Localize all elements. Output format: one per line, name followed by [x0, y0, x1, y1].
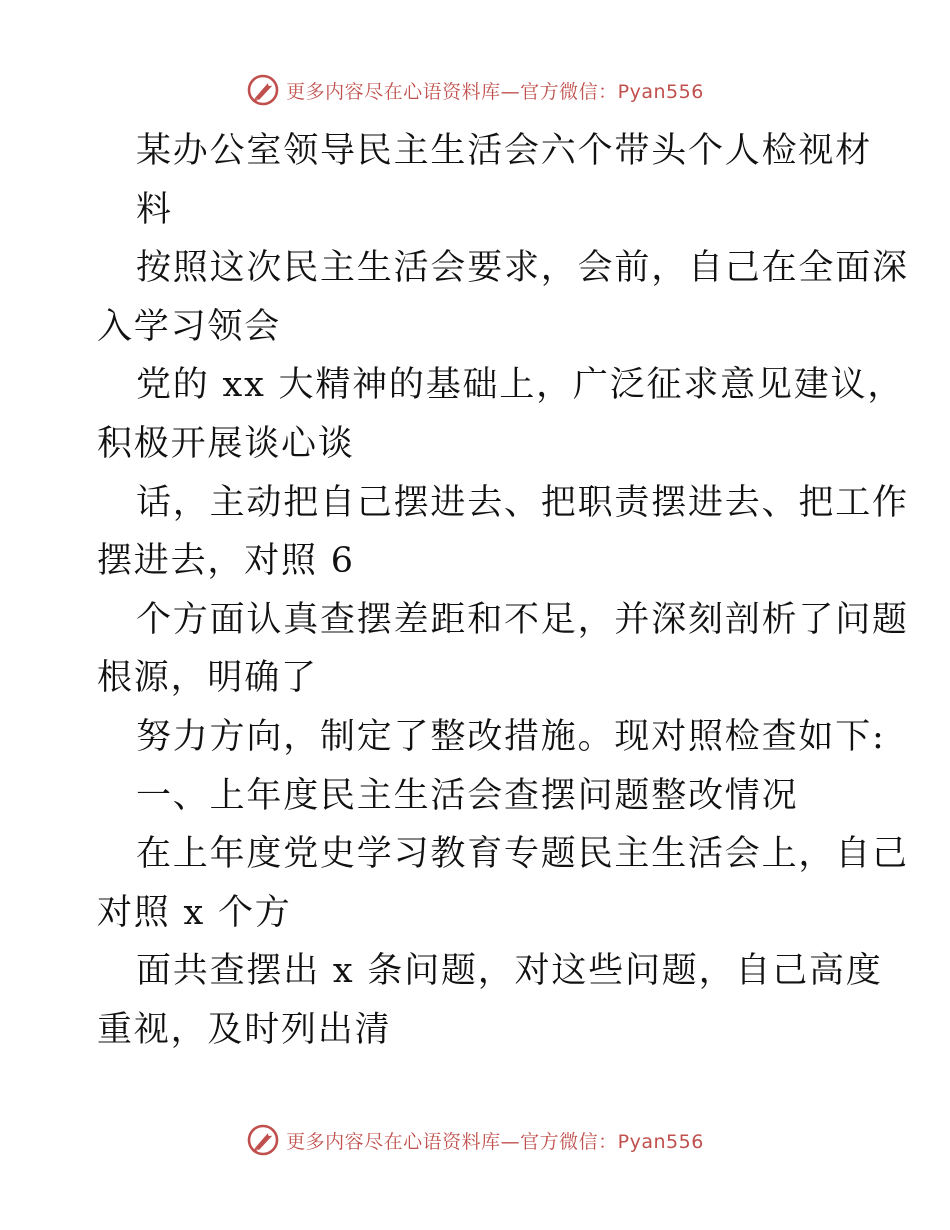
paragraph-line: 重视，及时列出清 [97, 1009, 392, 1050]
footer-watermark-banner [0, 1120, 950, 1160]
document-title-line-1: 某办公室领导民主生活会六个带头个人检视材 [136, 131, 873, 171]
paragraph-line: 在上年度党史学习教育专题民主生活会上，自己 [136, 834, 909, 875]
document-body [97, 122, 909, 1060]
paragraph-line: 党的 xx 大精神的基础上，广泛征求意见建议， [136, 365, 905, 406]
header-watermark-banner [0, 70, 950, 110]
paragraph-line: 按照这次民主生活会要求，会前，自己在全面深 [136, 248, 909, 289]
paragraph-line: 摆进去，对照 6 [97, 541, 355, 582]
paragraph-line: 个方面认真查摆差距和不足，并深刻剖析了问题 [136, 599, 909, 640]
paragraph-line: 根源，明确了 [97, 658, 318, 699]
paragraph-line: 话，主动把自己摆进去、把职责摆进去、把工作 [136, 482, 909, 523]
paragraph-line: 面共查摆出 x 条问题，对这些问题，自己高度 [136, 951, 883, 992]
paragraph-line: 积极开展谈心谈 [97, 423, 355, 464]
footer-banner-text: 更多内容尽在心语资料库—官方微信：Pyan556 [286, 1130, 704, 1153]
header-banner-text: 更多内容尽在心语资料库—官方微信：Pyan556 [286, 80, 704, 103]
document-title-line-2: 料 [136, 189, 173, 230]
paragraph-line: 努力方向，制定了整改措施。现对照检查如下: [136, 716, 886, 757]
section-heading: 一、上年度民主生活会查摆问题整改情况 [136, 775, 799, 816]
pen-logo-icon [246, 73, 280, 107]
paragraph-line: 对照 x 个方 [97, 892, 292, 933]
paragraph-line: 入学习领会 [97, 306, 282, 347]
pen-logo-icon [246, 1123, 280, 1157]
